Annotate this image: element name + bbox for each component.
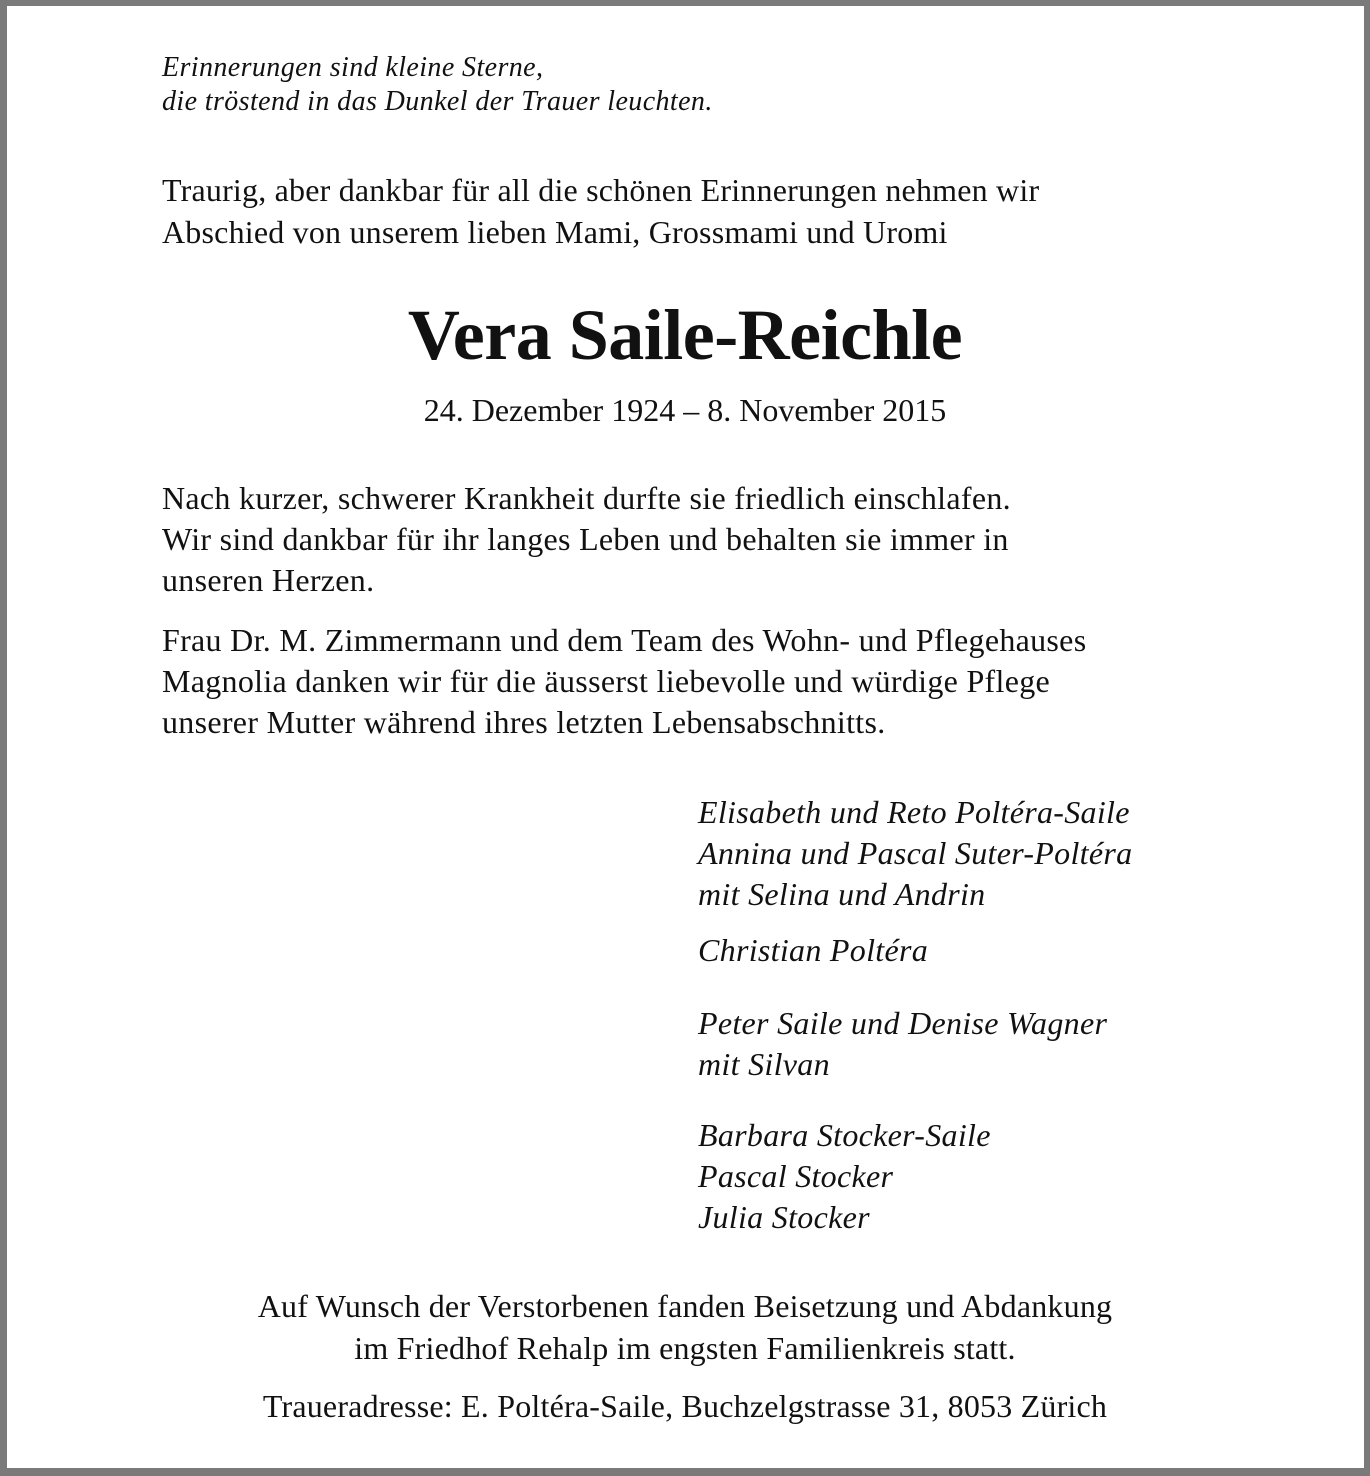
signer-name: Pascal Stocker bbox=[698, 1158, 894, 1194]
paragraph-line: Nach kurzer, schwerer Krankheit durfte sie friedlich einschlafen. bbox=[162, 480, 1011, 516]
paragraph-line: Wir sind dankbar für ihr langes Leben und behalten sie immer in bbox=[162, 521, 1009, 557]
intro-line: Abschied von unserem lieben Mami, Grossmami und Uromi bbox=[162, 214, 948, 250]
signer-name: Annina und Pascal Suter-Poltéra bbox=[698, 835, 1133, 871]
signer-name: mit Silvan bbox=[698, 1046, 830, 1082]
signer-name: mit Selina und Andrin bbox=[698, 876, 986, 912]
intro-line: Traurig, aber dankbar für all die schönen Erinnerungen nehmen wir bbox=[162, 172, 1040, 208]
paragraph-line: unseren Herzen. bbox=[162, 562, 375, 598]
deceased-name: Vera Saile-Reichle bbox=[407, 295, 963, 375]
signer-name: Peter Saile und Denise Wagner bbox=[698, 1005, 1108, 1041]
mourning-address: Traueradresse: E. Poltéra-Saile, Buchzelgstrasse 31, 8053 Zürich bbox=[262, 1388, 1108, 1424]
paragraph-line: Magnolia danken wir für die äusserst liebevolle und würdige Pflege bbox=[162, 663, 1051, 699]
signer-name: Barbara Stocker-Saile bbox=[698, 1117, 991, 1153]
burial-notice: im Friedhof Rehalp im engsten Familienkreis statt. bbox=[354, 1330, 1016, 1366]
signer-name: Julia Stocker bbox=[698, 1199, 870, 1235]
signer-name: Elisabeth und Reto Poltéra-Saile bbox=[698, 794, 1130, 830]
motto-line: die tröstend in das Dunkel der Trauer leuchten. bbox=[162, 86, 713, 117]
motto-line: Erinnerungen sind kleine Sterne, bbox=[162, 52, 544, 83]
life-dates: 24. Dezember 1924 – 8. November 2015 bbox=[423, 392, 947, 428]
paragraph-line: Frau Dr. M. Zimmermann und dem Team des Wohn- und Pflegehauses bbox=[162, 622, 1087, 658]
signer-name: Christian Poltéra bbox=[698, 932, 929, 968]
paragraph-line: unserer Mutter während ihres letzten Lebensabschnitts. bbox=[162, 704, 886, 740]
burial-notice: Auf Wunsch der Verstorbenen fanden Beisetzung und Abdankung bbox=[257, 1288, 1113, 1324]
